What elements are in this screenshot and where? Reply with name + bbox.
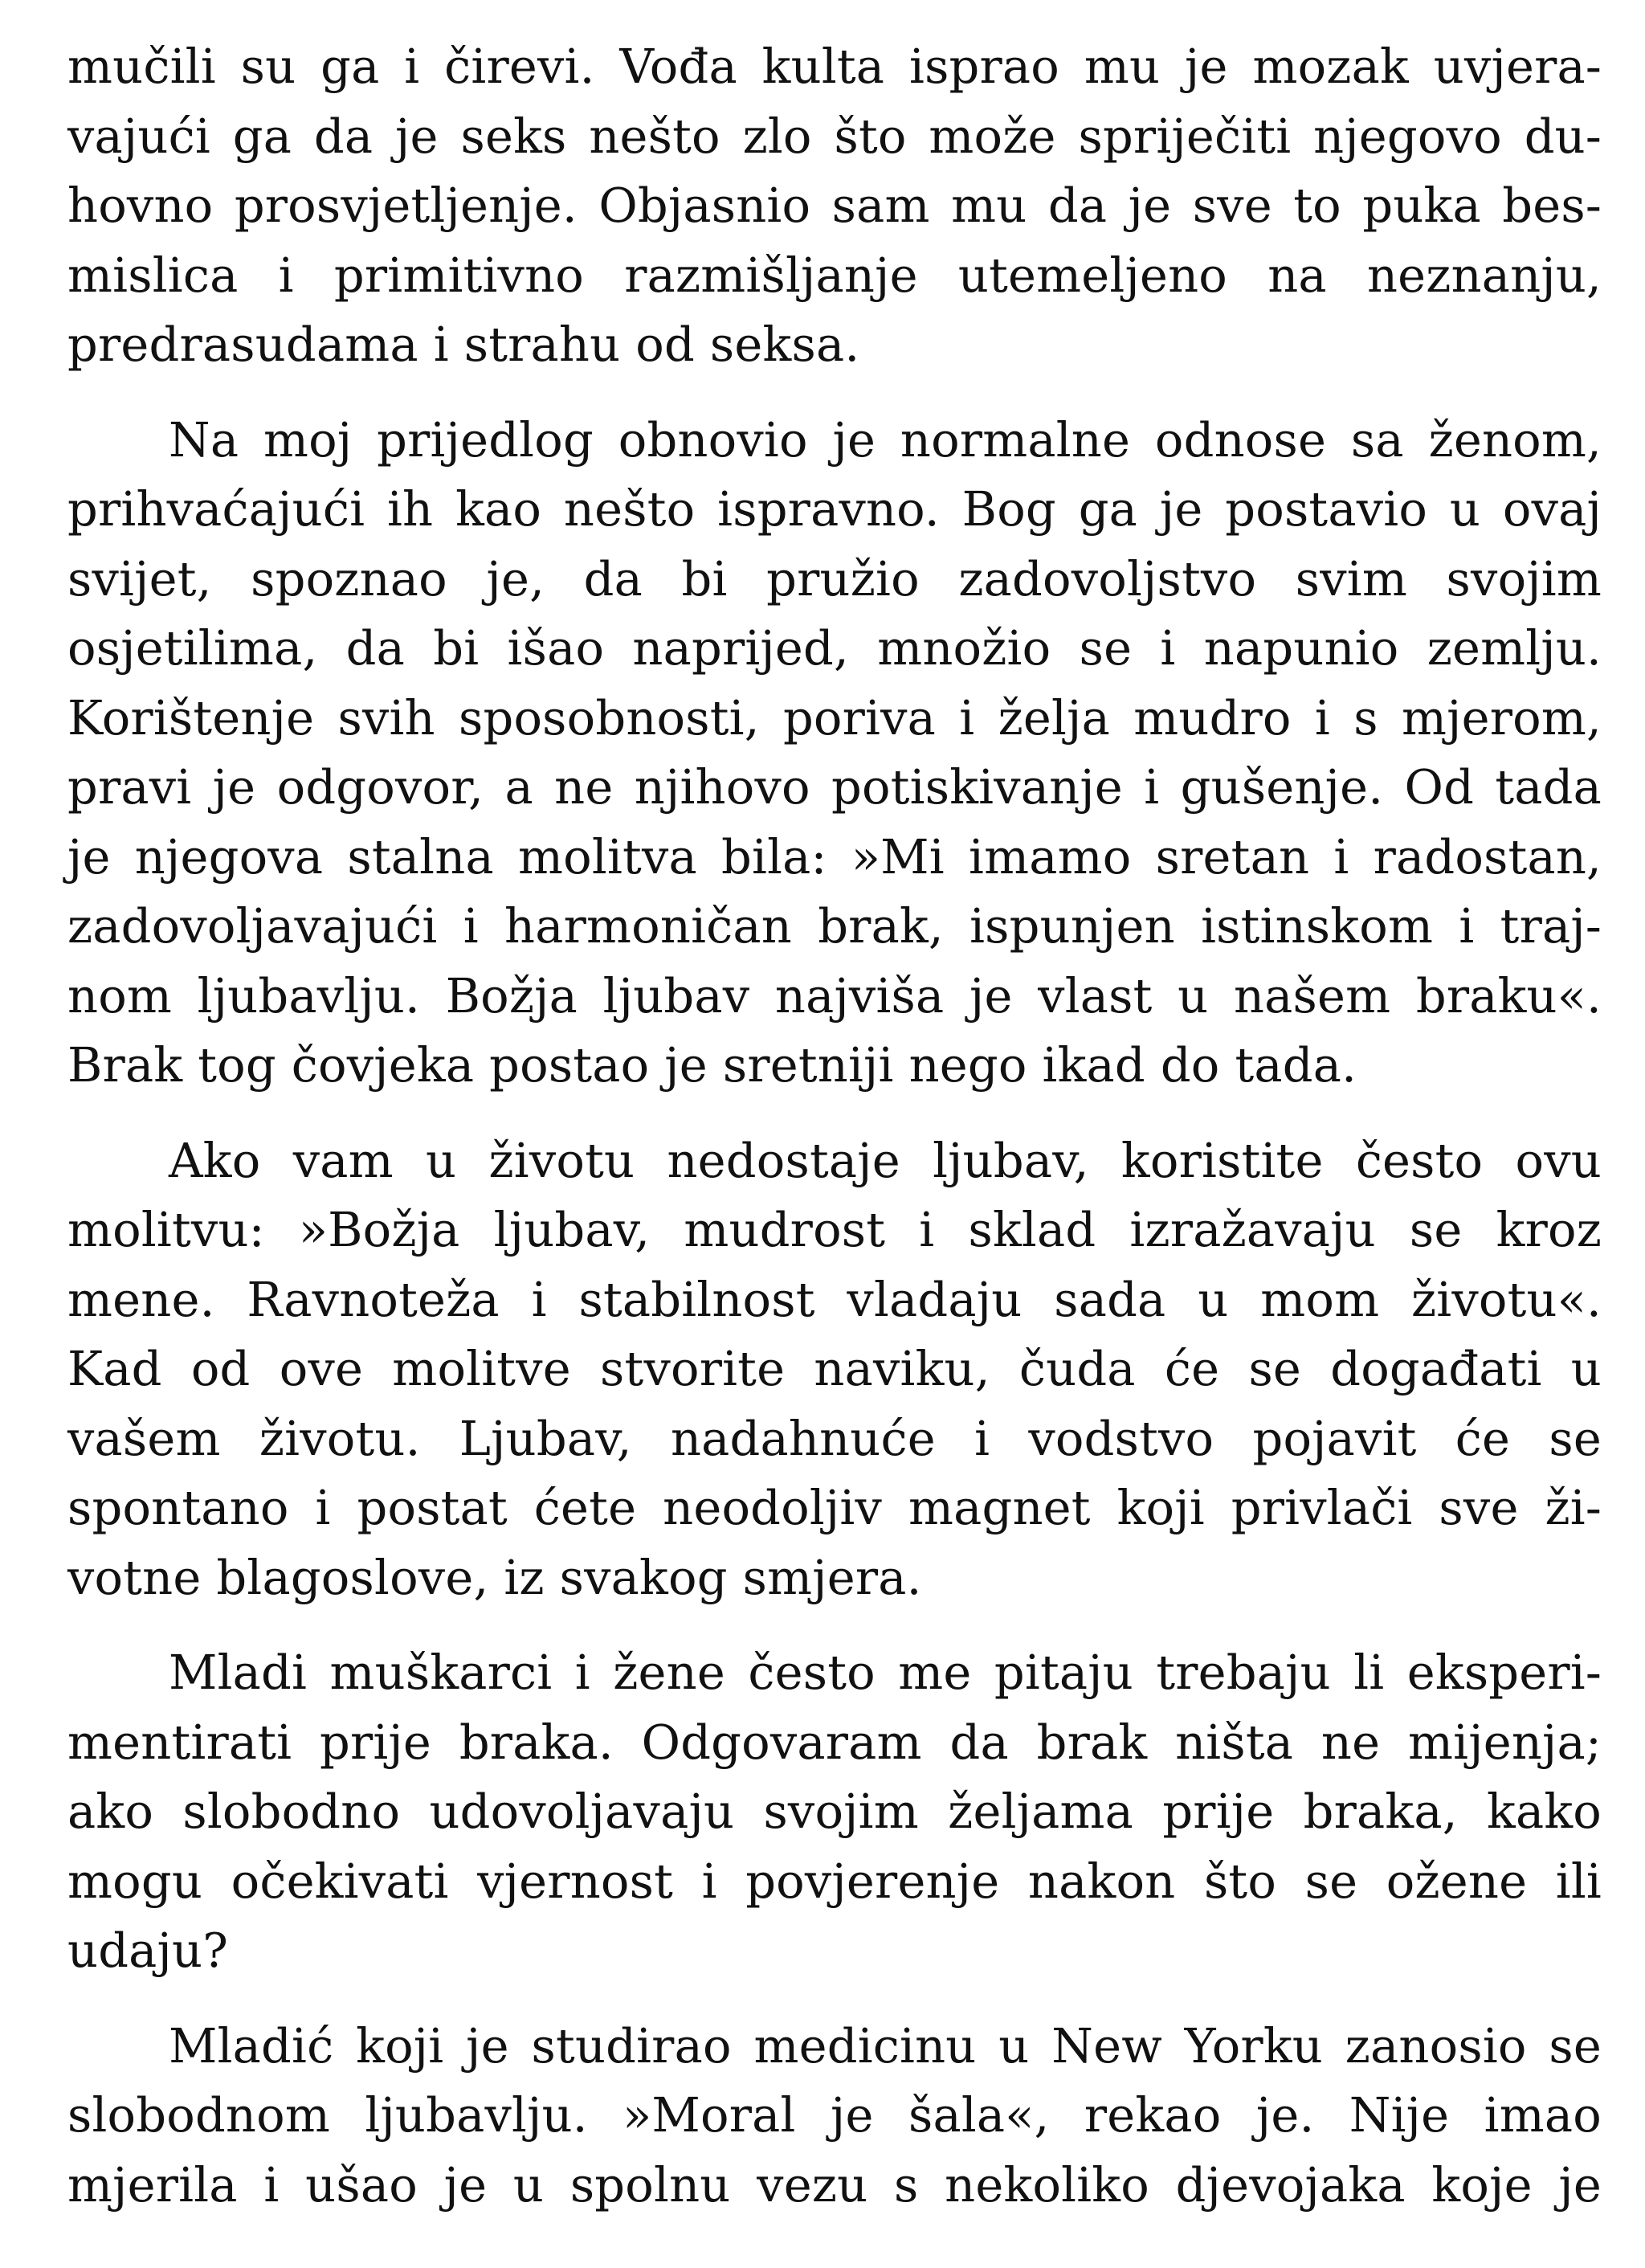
text-line: vajući ga da je seks nešto zlo što može spriječiti njegovo du- xyxy=(67,108,1602,164)
text-line: svijet, spoznao je, da bi pružio zadovoljstvo svim svojim xyxy=(67,550,1602,607)
text-line: predrasudama i strahu od seksa. xyxy=(67,317,860,372)
text-line: mučili su ga i čirevi. Vođa kulta isprao mu je mozak uvjera- xyxy=(67,39,1602,94)
text-line: nom ljubavlju. Božja ljubav najviša je vlast u našem braku«. xyxy=(67,967,1602,1024)
paragraph-3 xyxy=(67,1126,1602,1613)
text-line: je njegova stalna molitva bila: »Mi imamo sretan i radostan, xyxy=(67,828,1602,885)
text-line: Mladi muškarci i žene često me pitaju trebaju li eksperi- xyxy=(169,1645,1602,1700)
text-line: zadovoljavajući i harmoničan brak, ispunjen istinskom i traj- xyxy=(67,898,1602,954)
text-line: prihvaćajući ih kao nešto ispravno. Bog ga je postavio u ovaj xyxy=(67,481,1602,537)
paragraph-1 xyxy=(67,32,1602,380)
text-line: molitvu: »Božja ljubav, mudrost i sklad izražavaju se kroz xyxy=(67,1202,1602,1257)
text-line: osjetilima, da bi išao naprijed, množio se i napunio zemlju. xyxy=(67,620,1602,676)
text-line: mislica i primitivno razmišljanje utemeljeno na neznanju, xyxy=(67,247,1602,303)
text-line: Mladić koji je studirao medicinu u New Yorku zanosio se xyxy=(169,2017,1602,2074)
paragraph-5 xyxy=(67,2012,1602,2221)
book-page xyxy=(67,32,1602,2220)
text-line: mogu očekivati vjernost i povjerenje nakon što se ožene ili xyxy=(67,1853,1602,1909)
text-line: mentirati prije braka. Odgovaram da brak ništa ne mijenja; xyxy=(67,1714,1602,1770)
text-line: spontano i postat ćete neodoljiv magnet koji privlači sve ži- xyxy=(67,1480,1602,1535)
text-line: slobodnom ljubavlju. »Moral je šala«, rekao je. Nije imao xyxy=(67,2087,1602,2143)
text-line: udaju? xyxy=(67,1923,229,1978)
text-line: mjerila i ušao je u spolnu vezu s nekoliko djevojaka koje je xyxy=(67,2156,1602,2213)
text-line: ako slobodno udovoljavaju svojim željama prije braka, kako xyxy=(67,1784,1602,1839)
text-line: Brak tog čovjeka postao je sretniji nego ikad do tada. xyxy=(67,1037,1357,1093)
text-line: Ako vam u životu nedostaje ljubav, koristite često ovu xyxy=(169,1132,1602,1188)
text-line: Na moj prijedlog obnovio je normalne odnose sa ženom, xyxy=(169,411,1602,468)
text-line: Kad od ove molitve stvorite naviku, čuda će se događati u xyxy=(67,1341,1602,1396)
text-line: mene. Ravnoteža i stabilnost vladaju sada u mom životu«. xyxy=(67,1271,1602,1327)
paragraph-4 xyxy=(67,1638,1602,1986)
text-line: hovno prosvjetljenje. Objasnio sam mu da je sve to puka bes- xyxy=(67,178,1602,233)
text-line: votne blagoslove, iz svakog smjera. xyxy=(67,1549,922,1605)
text-line: pravi je odgovor, a ne njihovo potiskivanje i gušenje. Od tada xyxy=(67,759,1602,815)
text-line: vašem životu. Ljubav, nadahnuće i vodstvo pojavit će se xyxy=(67,1410,1602,1466)
paragraph-2 xyxy=(67,406,1602,1101)
text-line: Korištenje svih sposobnosti, poriva i želja mudro i s mjerom, xyxy=(67,689,1602,746)
